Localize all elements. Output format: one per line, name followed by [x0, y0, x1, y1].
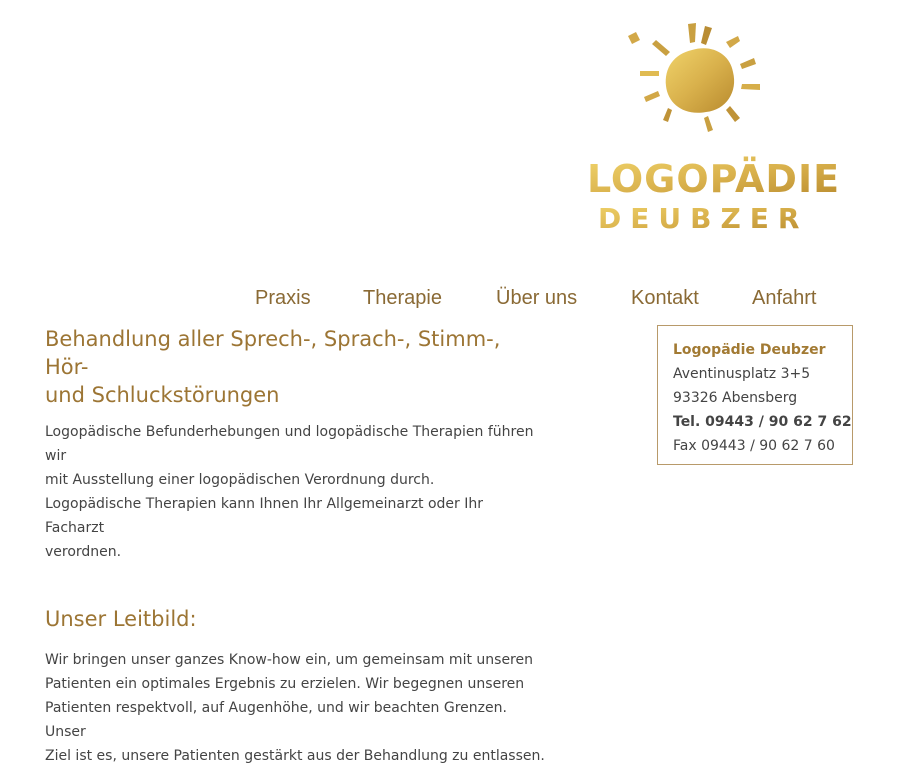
mission-line-1: Wir bringen unser ganzes Know-how ein, um gemeinsam mit unseren: [45, 652, 533, 668]
nav-item-ueber-uns[interactable]: Über uns: [496, 287, 578, 309]
mission-line-2: Patienten ein optimales Ergebnis zu erzielen. Wir begegnen unseren: [45, 676, 525, 692]
contact-phone[interactable]: Tel. 09443 / 90 62 7 62: [673, 414, 852, 430]
page-headline: [45, 325, 545, 409]
intro-line-4: verordnen.: [45, 544, 122, 560]
svg-text:DEUBZER: DEUBZER: [598, 202, 809, 235]
main-navigation: [0, 287, 900, 317]
mission-line-3: Patienten respektvoll, auf Augenhöhe, und wir beachten Grenzen. Unser: [45, 700, 507, 740]
intro-line-1: Logopädische Befunderhebungen und logopädische Therapien führen wir: [45, 424, 534, 464]
main-content: [45, 325, 545, 768]
svg-text:LOGOPÄDIE: LOGOPÄDIE: [587, 157, 841, 201]
sun-icon: [580, 14, 841, 244]
intro-paragraph: [45, 420, 545, 564]
nav-item-kontakt[interactable]: Kontakt: [631, 287, 699, 309]
nav-item-anfahrt[interactable]: Anfahrt: [752, 287, 817, 309]
nav-item-praxis[interactable]: Praxis: [255, 287, 311, 309]
intro-line-3: Logopädische Therapien kann Ihnen Ihr Allgemeinarzt oder Ihr Facharzt: [45, 496, 484, 536]
contact-city: 93326 Abensberg: [673, 390, 798, 406]
contact-street: Aventinusplatz 3+5: [673, 366, 811, 382]
nav-item-therapie[interactable]: Therapie: [363, 287, 442, 309]
headline-line-2: und Schluckstörungen: [45, 383, 280, 407]
headline-line-1: Behandlung aller Sprech-, Sprach-, Stimm-, Hör-: [45, 327, 501, 379]
logo[interactable]: [580, 14, 841, 244]
contact-name: Logopädie Deubzer: [673, 342, 826, 358]
mission-line-4: Ziel ist es, unsere Patienten gestärkt aus der Behandlung zu entlassen.: [45, 748, 545, 764]
mission-paragraph: [45, 648, 545, 768]
intro-line-2: mit Ausstellung einer logopädischen Verordnung durch.: [45, 472, 435, 488]
section-title: Unser Leitbild:: [45, 607, 197, 631]
contact-fax: Fax 09443 / 90 62 7 60: [673, 438, 835, 454]
contact-box: [657, 325, 853, 465]
